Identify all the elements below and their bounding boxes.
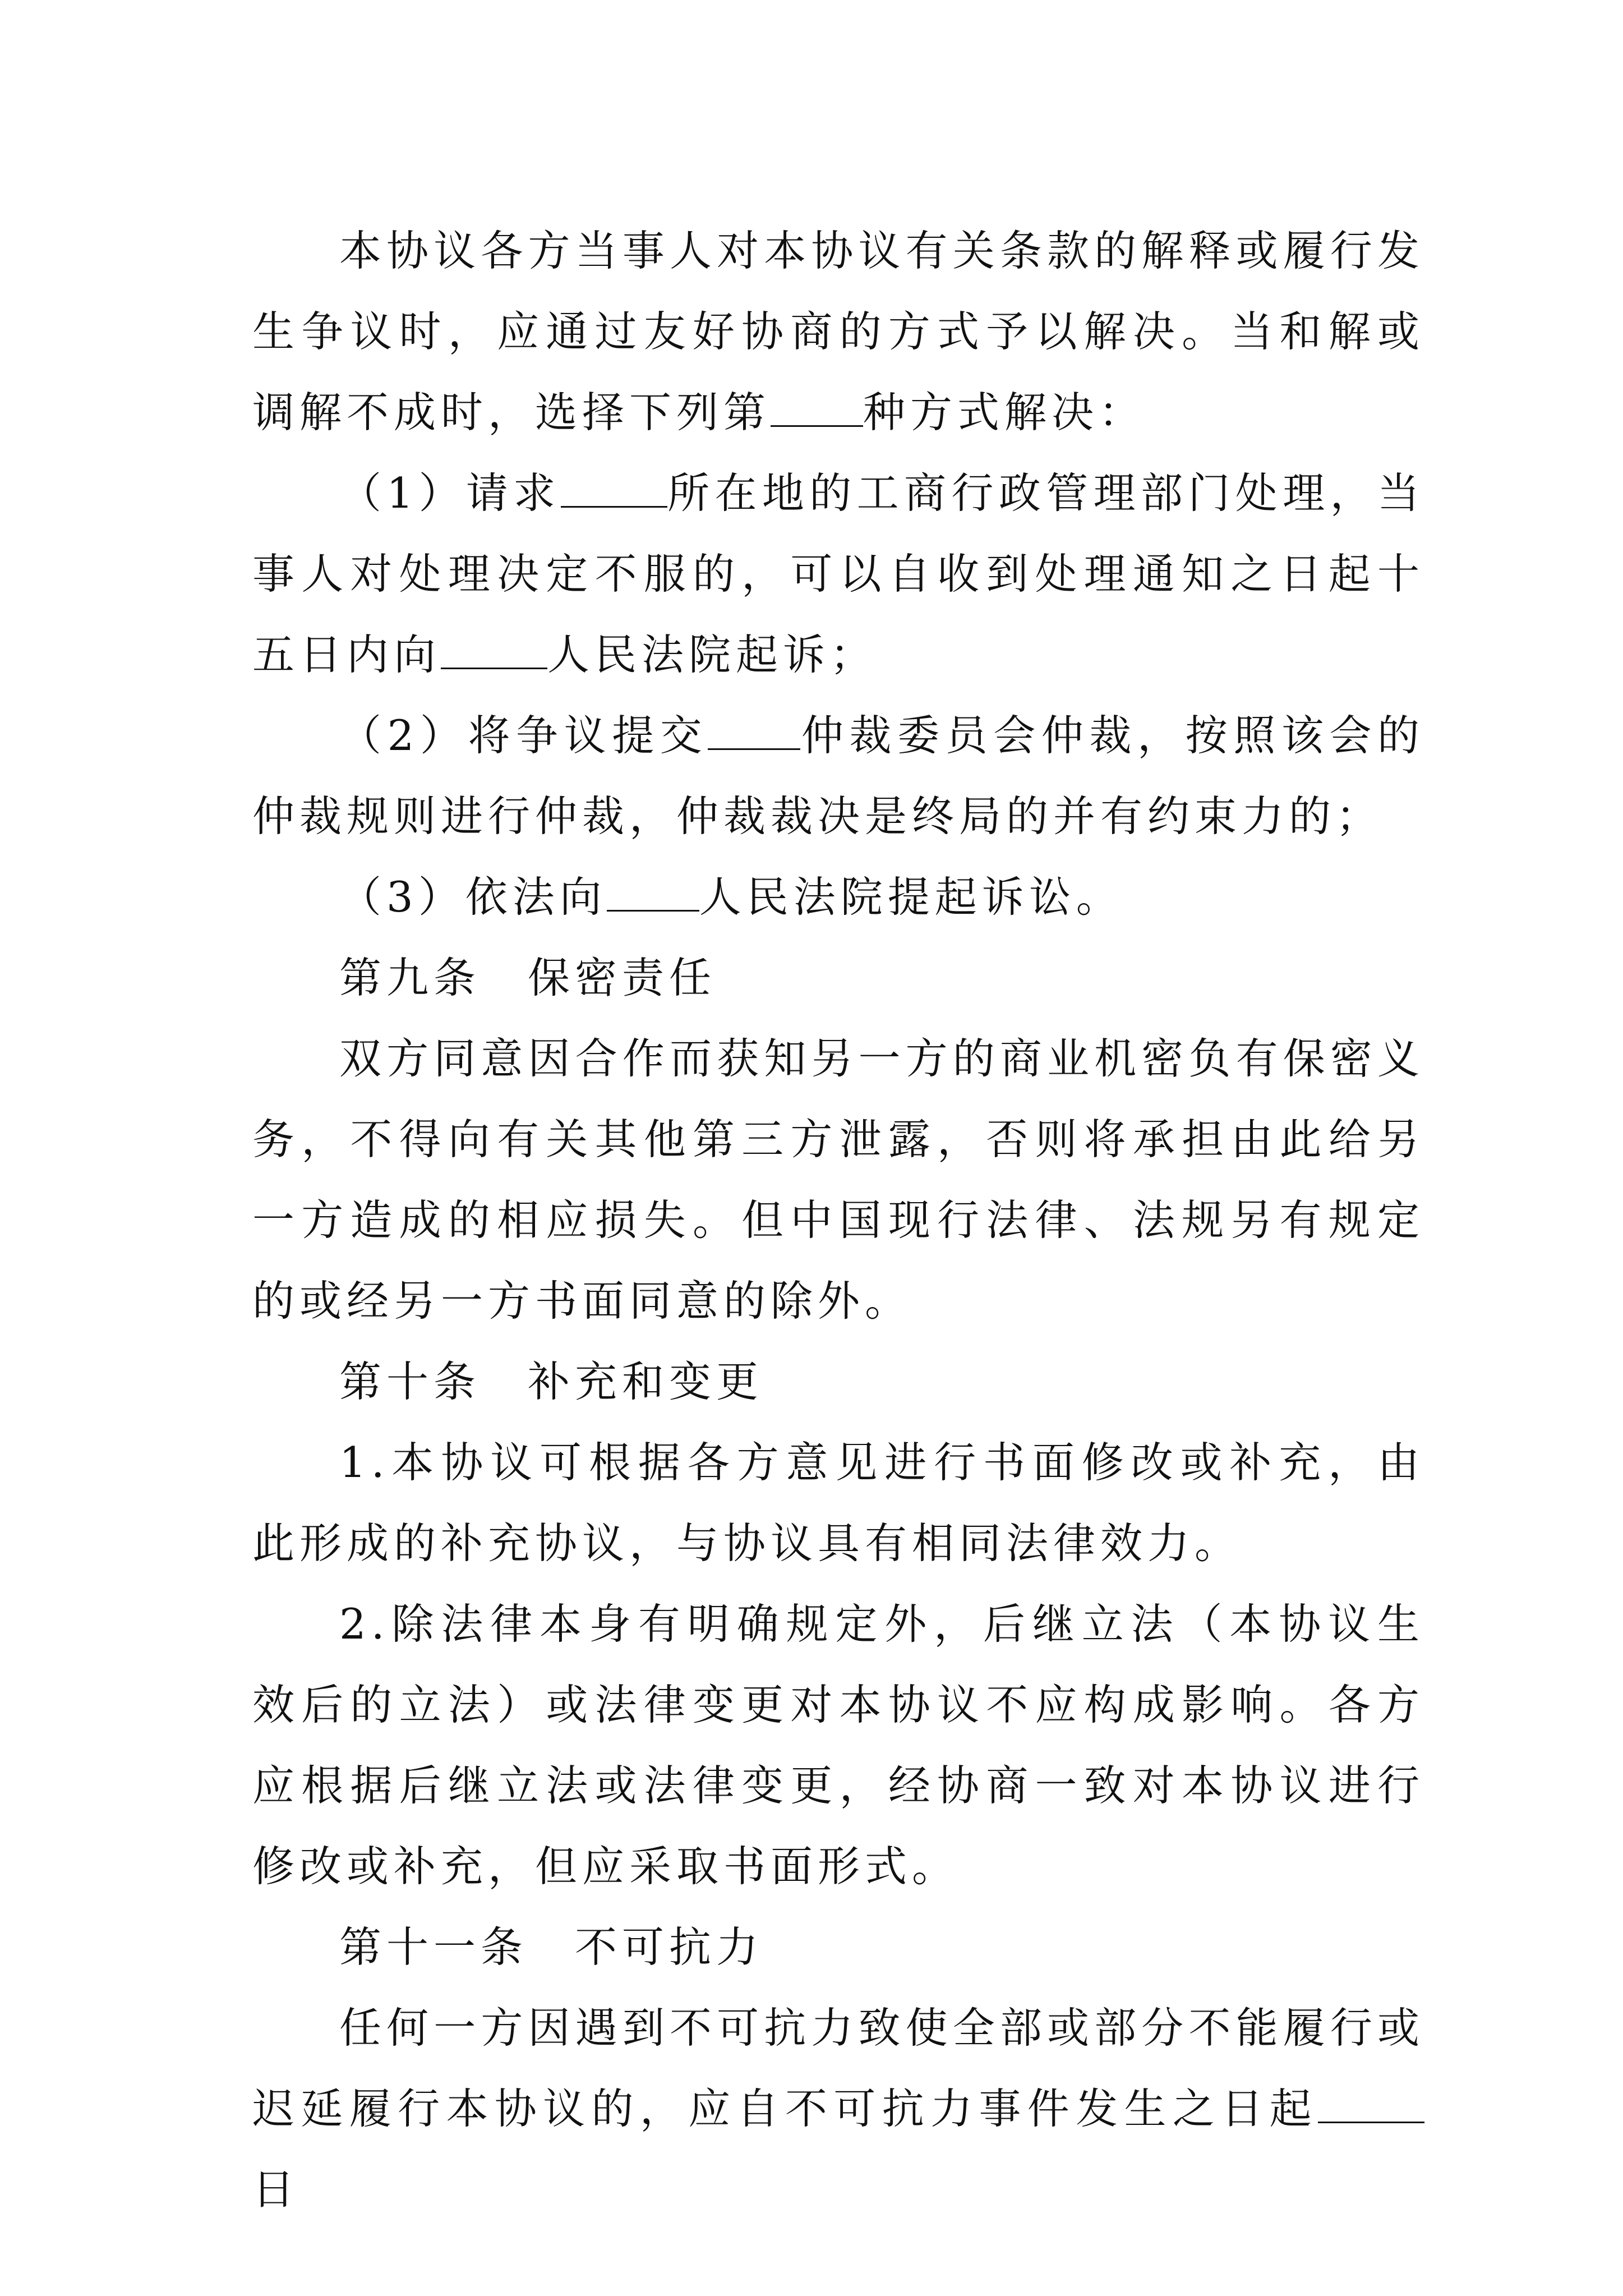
dispute-resolution-paragraph (252, 210, 1424, 453)
text-segment: 日 (252, 2165, 300, 2214)
text-segment: （3）依法向 (339, 872, 607, 922)
text-segment: 所在地的工商行政管理部门处理，当事人对处理决定不服的，可以自收到处理通知之日起十五日内向 (252, 468, 1424, 679)
article-10-heading (252, 1341, 1424, 1422)
text-segment: （2）将争议提交 (339, 711, 708, 760)
heading-text: 第九条 保密责任 (339, 953, 717, 1002)
article-11-heading (252, 1907, 1424, 1987)
text-segment: 1.本协议可根据各方意见进行书面修改或补充，由此形成的补充协议，与协议具有相同法律效力。 (252, 1438, 1424, 1568)
text-segment: 2.除法律本身有明确规定外，后继立法（本协议生效后的立法）或法律变更对本协议不应构成影响。各方应根据后继立法或法律变更，经协商一致对本协议进行修改或补充，但应采取书面形式。 (252, 1599, 1424, 1891)
blank-line (607, 876, 699, 912)
heading-text: 第十一条 不可抗力 (339, 1922, 764, 1972)
text-segment: 人民法院提起诉讼。 (699, 872, 1123, 922)
text-segment: 任何一方因遇到不可抗力致使全部或部分不能履行或迟延履行本协议的，应自不可抗力事件发生之日起 (252, 2003, 1424, 2133)
force-majeure-paragraph (252, 1987, 1424, 2230)
option-3-paragraph (252, 857, 1424, 937)
blank-line (441, 634, 547, 669)
text-segment: 仲裁委员会仲裁，按照该会的仲裁规则进行仲裁，仲裁裁决是终局的并有约束力的； (252, 711, 1424, 841)
heading-text: 第十条 补充和变更 (339, 1357, 764, 1406)
option-2-paragraph (252, 695, 1424, 857)
text-segment: 双方同意因合作而获知另一方的商业机密负有保密义务，不得向有关其他第三方泄露，否则将承担由此给另一方造成的相应损失。但中国现行法律、法规另有规定的或经另一方书面同意的除外。 (252, 1034, 1424, 1326)
blank-line (561, 472, 667, 508)
amendment-clause-1 (252, 1422, 1424, 1584)
article-9-heading (252, 937, 1424, 1018)
amendment-clause-2 (252, 1584, 1424, 1907)
text-segment: 人民法院起诉； (547, 630, 878, 679)
text-segment: 本协议各方当事人对本协议有关条款的解释或履行发生争议时，应通过友好协商的方式予以解决。当和解或调解不成时，选择下列第 (252, 226, 1424, 437)
blank-line (1318, 2088, 1424, 2123)
text-segment: 种方式解决： (863, 388, 1146, 437)
blank-line (771, 392, 863, 427)
blank-line (708, 715, 800, 750)
text-segment: （1）请求 (339, 468, 561, 518)
option-1-paragraph (252, 453, 1424, 695)
confidentiality-paragraph (252, 1018, 1424, 1341)
document-body (252, 210, 1424, 2230)
